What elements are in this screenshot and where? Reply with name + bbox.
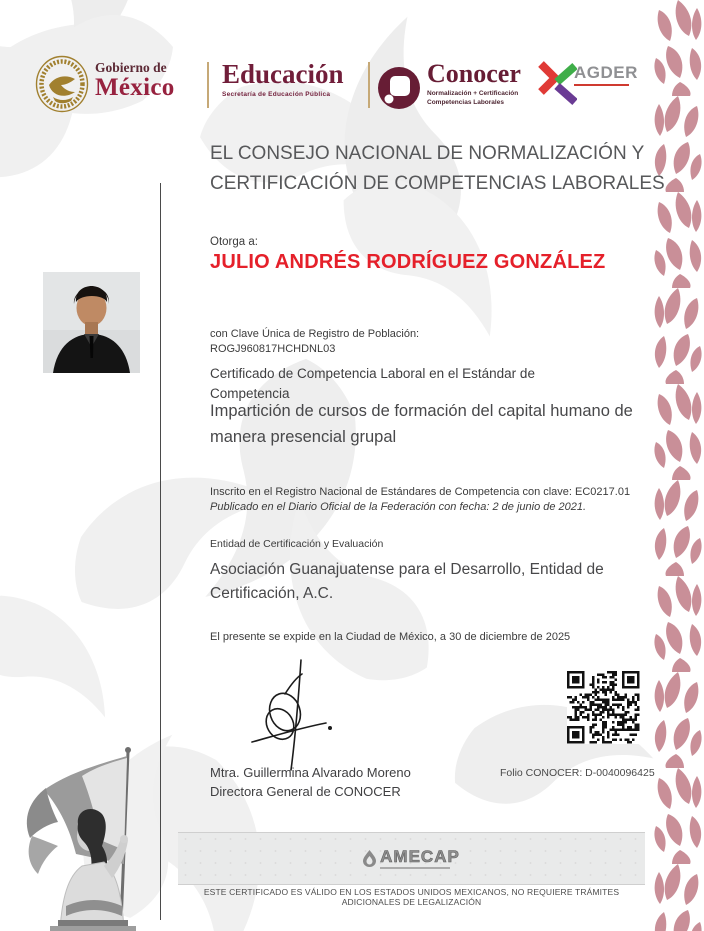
certifier-label: Entidad de Certificación y Evaluación [210,538,384,550]
conocer-subtitle-1: Normalización + Certificación [427,90,519,97]
signer-title: Directora General de CONOCER [210,784,401,799]
agder-logo: AGDER [574,63,638,82]
amecap-bar [178,832,645,885]
agder-tagline-bar [574,84,629,86]
woman-flag-illustration [0,738,162,931]
conocer-icon [377,66,421,110]
recipient-name: JULIO ANDRÉS RODRÍGUEZ GONZÁLEZ [210,251,606,273]
certifier-name: Asociación Guanajuatense para el Desarrollo, Entidad de Certificación, A.C. [210,561,604,602]
recipient-photo [43,272,140,373]
curp-value: ROGJ960817HCHDNL03 [210,343,336,355]
qr-code [567,671,640,744]
mexico-eagle-emblem-icon [35,55,89,113]
disclaimer-text: ESTE CERTIFICADO ES VÁLIDO EN LOS ESTADOS UNIDOS MEXICANOS, NO REQUIERE TRÁMITES ADICIONALES DE LEGALIZACIÓN [203,887,620,907]
gobierno-label-line2: México [95,74,175,101]
amecap-tagline-bar [380,867,450,869]
amecap-wordmark: AMECAP [380,846,460,866]
signature-icon [238,656,348,774]
signer-name: Mtra. Guillermina Alvarado Moreno [210,765,411,780]
header-divider [368,62,370,108]
grant-label: Otorga a: [210,236,258,248]
certificate-type: Certificado de Competencia Laboral en el Estándar de Competencia [210,366,535,401]
agder-icon [537,60,577,106]
conocer-subtitle-2: Competencias Laborales [427,98,504,106]
amecap-logo [363,846,460,869]
curp-label: con Clave Única de Registro de Población: [210,328,420,340]
educacion-logo: Educación [222,59,344,89]
folio-text: Folio CONOCER: D-0040096425 [500,767,655,779]
publication-line: Publicado en el Diario Oficial de la Federación con fecha: 2 de junio de 2021. [210,501,587,513]
educacion-subtitle: Secretaría de Educación Pública [222,91,331,98]
gobierno-label-line1: Gobierno de [95,60,167,75]
header-divider [207,62,209,108]
issue-statement: El presente se expide en la Ciudad de México, a 30 de diciembre de 2025 [210,631,571,643]
conocer-logo: Conocer [427,59,521,88]
flame-icon [363,850,376,867]
left-border-line [160,183,161,920]
issuer-title: EL CONSEJO NACIONAL DE NORMALIZACIÓN Y CERTIFICACIÓN DE COMPETENCIAS LABORALES [210,143,665,194]
registry-line: Inscrito en el Registro Nacional de Estándares de Competencia con clave: EC0217.01 [210,486,631,498]
standard-title: Impartición de cursos de formación del capital humano de manera presencial grupal [210,402,633,446]
